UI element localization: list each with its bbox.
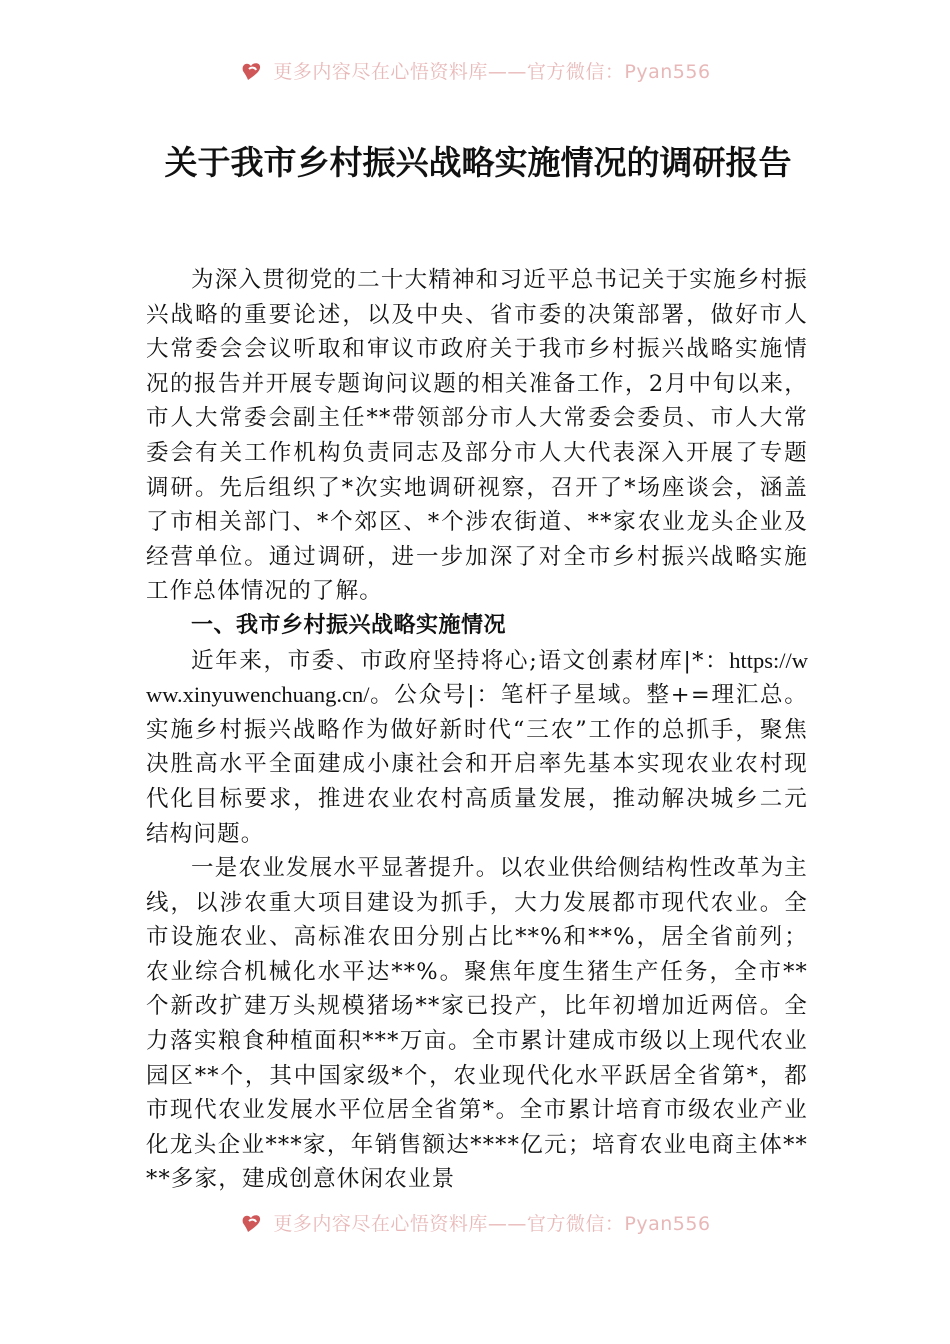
document-body	[146, 263, 808, 1197]
document-title: 关于我市乡村振兴战略实施情况的调研报告	[164, 143, 792, 182]
heart-logo-icon	[239, 57, 267, 83]
watermark-top	[0, 56, 950, 84]
source-url: https://www.xinyuwenchuang.cn/	[146, 647, 808, 708]
watermark-text: 更多内容尽在心悟资料库——官方微信：Pyan556	[273, 1212, 711, 1235]
paragraph-overview	[146, 644, 808, 852]
heart-logo-icon	[239, 1209, 267, 1235]
watermark-bottom	[0, 1208, 950, 1236]
intro-paragraph: 为深入贯彻党的二十大精神和习近平总书记关于实施乡村振兴战略的重要论述，以及中央、省市委的决策部署，做好市人大常委会会议听取和审议市政府关于我市乡村振兴战略实施情况的报告并开展专题询问议题的相关准备工作，2月中旬以来，市人大常委会副主任**带领部分市人大常委会委员、市人大常委会有关工作机构负责同志及部分市人大代表深入开展了专题调研。先后组织了*次实地调研视察，召开了*场座谈会，涵盖了市相关部门、*个郊区、*个涉农街道、**家农业龙头企业及经营单位。通过调研，进一步加深了对全市乡村振兴战略实施工作总体情况的了解。	[146, 267, 808, 605]
paragraph-overview-prefix: 近年来，市委、市政府坚持将心;语文创素材库|*：	[191, 647, 730, 674]
paragraph-overview-suffix: 。公众号|：笔杆子星域。整+=理汇总。实施乡村振兴战略作为做好新时代“三农”工作的总抓手，聚焦决胜高水平全面建成小康社会和开启率先基本实现农业农村现代化目标要求，推进农业农村高质量发展，推动解决城乡二元结构问题。	[146, 682, 808, 847]
section-heading: 一、我市乡村振兴战略实施情况	[191, 612, 507, 638]
paragraph-agriculture: 一是农业发展水平显著提升。以农业供给侧结构性改革为主线，以涉农重大项目建设为抓手，大力发展都市现代农业。全市设施农业、高标准农田分别占比**%和**%，居全省前列；农业综合机械化水平达**%。聚焦年度生猪生产任务，全市**个新改扩建万头规模猪场**家已投产，比年初增加近两倍。全力落实粮食种植面积***万亩。全市累计建成市级以上现代农业园区**个，其中国家级*个，农业现代化水平跃居全省第*，都市现代农业发展水平位居全省第*。全市累计培育市级农业产业化龙头企业***家，年销售额达****亿元；培育农业电商主体****多家，建成创意休闲农业景	[146, 855, 808, 1193]
watermark-text: 更多内容尽在心悟资料库——官方微信：Pyan556	[273, 60, 711, 83]
